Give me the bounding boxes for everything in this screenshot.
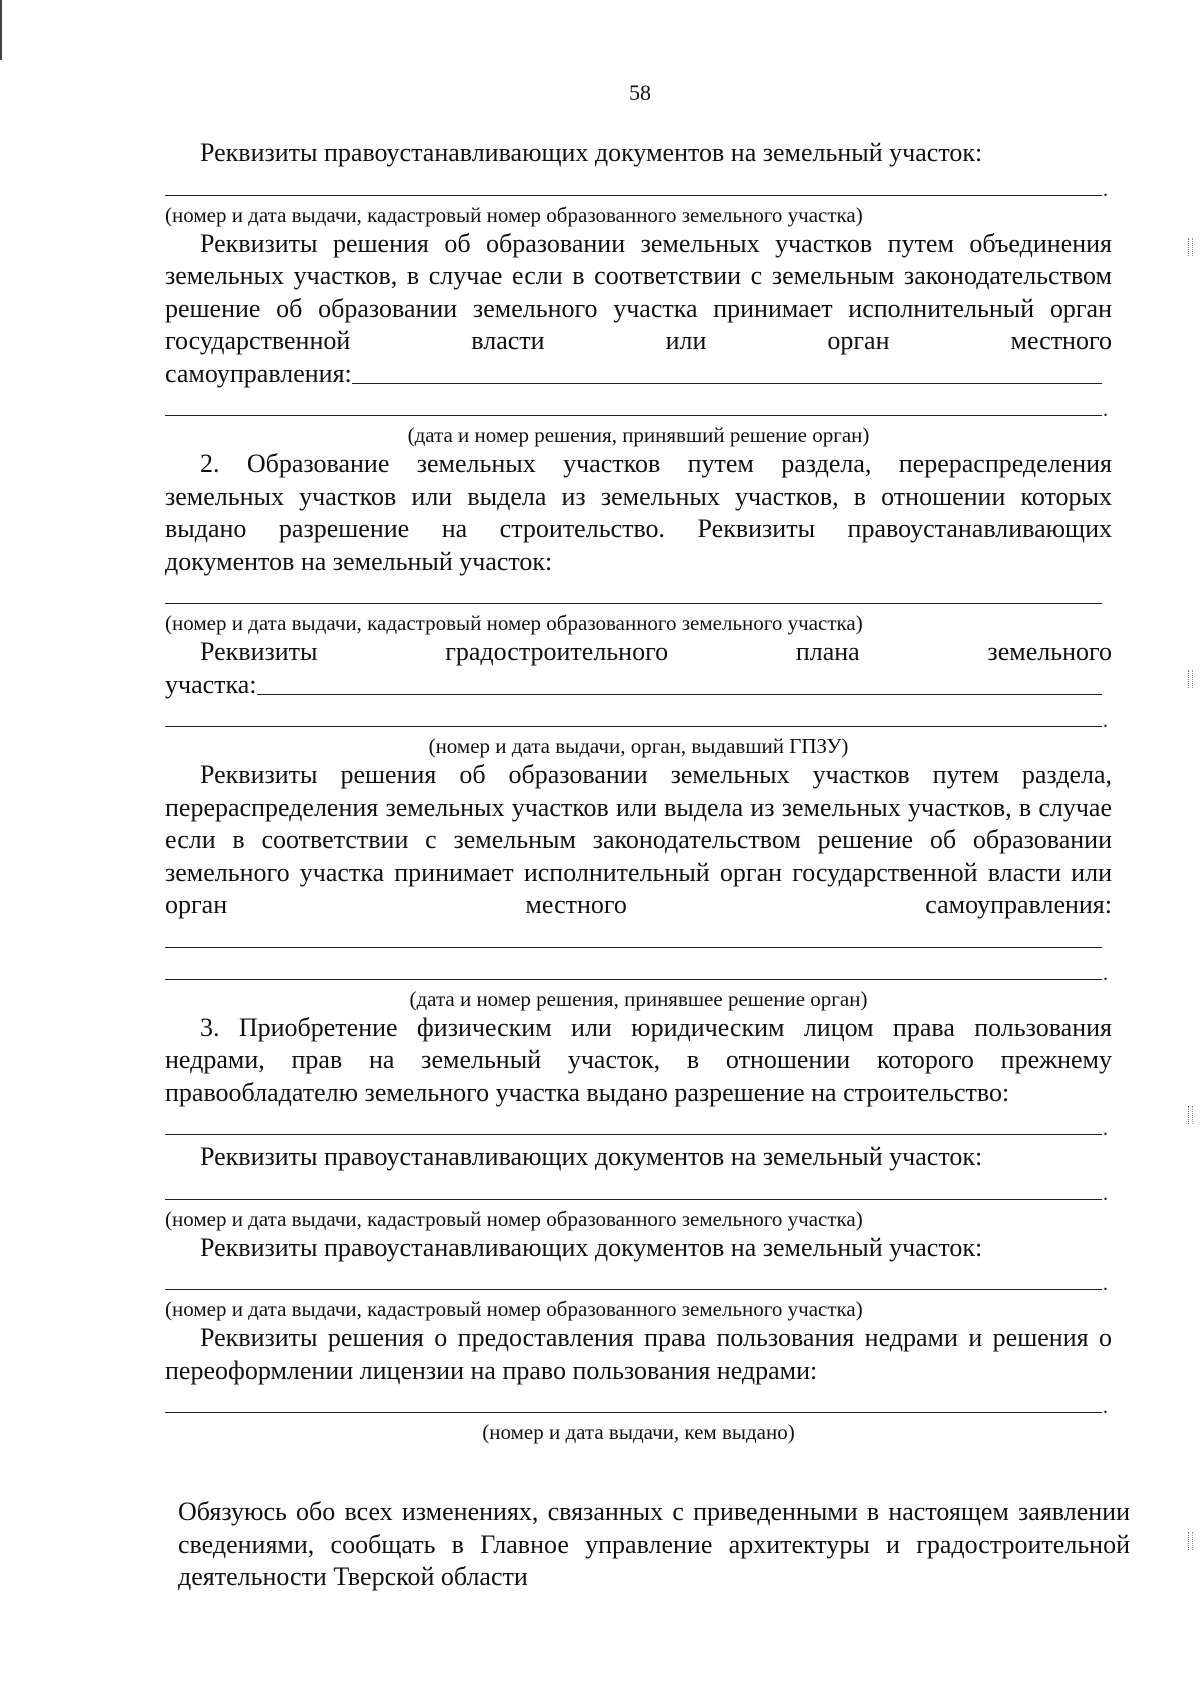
s3-subsoil-field[interactable] xyxy=(165,1109,1112,1141)
scan-speck xyxy=(1188,1106,1193,1124)
s1-decision-text: Реквизиты решения об образовании земельных участков путем объединения земельных участков, в случае если в соответствии с земельным законодательством решение об образовании земельного участка принимает исполнительный орган государственной власти или орган местного xyxy=(165,228,1112,355)
scan-speck xyxy=(1188,670,1193,688)
page-number: 58 xyxy=(629,80,651,105)
line-end-mark: . xyxy=(1103,1182,1108,1205)
scan-speck xyxy=(1188,1532,1193,1550)
line-end-mark: . xyxy=(1103,399,1108,421)
underline xyxy=(165,415,1102,416)
s3-caption-2: (номер и дата выдачи, кадастровый номер образованного земельного участка) xyxy=(165,1297,863,1321)
s1-decision-caption: (дата и номер решения, принявший решение орган) xyxy=(407,423,870,447)
s3-caption-1: (номер и дата выдачи, кадастровый номер образованного земельного участка) xyxy=(165,1206,863,1231)
s2-decision-text: Реквизиты решения об образовании земельных участков путем раздела, перераспределения земельных участков или выдела из земельных участков, в случае если в соответствии с земельным законодательством решение об образовании земельного участка принимает исполнительный орган государственной власти или орган местного самоуправления: xyxy=(165,760,1112,919)
underline xyxy=(165,195,1102,196)
scan-speck xyxy=(1188,238,1193,256)
s1-decision-field-inline[interactable] xyxy=(352,359,1102,384)
underline xyxy=(165,947,1102,948)
scan-edge-mark xyxy=(0,0,2,60)
s2-gpzu-label-line xyxy=(165,669,1112,702)
s1-caption: (номер и дата выдачи, кадастровый номер образованного земельного участка) xyxy=(165,202,863,227)
s3-heading-1: Реквизиты правоустанавливающих документов на земельный участок: xyxy=(200,1142,983,1171)
s3-license-field[interactable] xyxy=(165,1387,1112,1419)
line-end-mark: . xyxy=(1103,710,1108,732)
line-end-mark: . xyxy=(1103,178,1108,201)
s3-license-caption: (номер и дата выдачи, кем выдано) xyxy=(482,1420,795,1444)
s1-decision-label: самоуправления: xyxy=(165,358,352,388)
underline xyxy=(165,1289,1102,1290)
line-end-mark: . xyxy=(1103,1118,1108,1140)
line-end-mark: . xyxy=(1103,1273,1108,1295)
s2-gpzu-caption: (номер и дата выдачи, орган, выдавший ГПЗУ) xyxy=(428,734,849,758)
s2-decision-field-1[interactable] xyxy=(165,922,1112,954)
s3-title-docs-field-1[interactable] xyxy=(165,1174,1112,1206)
line-end-mark: . xyxy=(1103,962,1108,985)
line-end-mark: . xyxy=(1103,1396,1108,1418)
s1-decision-field[interactable] xyxy=(165,390,1112,422)
underline xyxy=(165,1412,1102,1413)
s2-decision-caption: (дата и номер решения, принявшее решение орган) xyxy=(409,986,868,1011)
s2-gpzu-field-inline[interactable] xyxy=(257,670,1102,695)
s3-text: 3. Приобретение физическим или юридическим лицом права пользования недрами, прав на земельный участок, в отношении которого прежнему правообладателю земельного участка выдано разрешение на строительство: xyxy=(165,1012,1112,1107)
underline xyxy=(165,979,1102,980)
closing-statement: Обязуюсь обо всех изменениях, связанных с приведенными в настоящем заявлении сведениями, сообщать в Главное управление архитектуры и градостроительной деятельности Тверской области xyxy=(178,1497,1130,1591)
underline xyxy=(165,726,1102,727)
s3-heading-2: Реквизиты правоустанавливающих документов на земельный участок: xyxy=(200,1232,983,1262)
s2-decision-field-2[interactable] xyxy=(165,954,1112,986)
s2-title-docs-field[interactable] xyxy=(165,578,1112,610)
s2-gpzu-label: участка: xyxy=(165,669,257,699)
s1-title-docs-field[interactable] xyxy=(165,170,1112,202)
s1-decision-label-line xyxy=(165,358,1112,391)
s3-license-text: Реквизиты решения о предоставления права пользования недрами и решения о переоформлении лицензии на право пользования недрами: xyxy=(165,1323,1112,1385)
s3-title-docs-field-2[interactable] xyxy=(165,1264,1112,1296)
underline xyxy=(165,1199,1102,1200)
s2-text: 2. Образование земельных участков путем раздела, перераспределения земельных участков или выдела из земельных участков, в отношении которых выдано разрешение на строительство. Реквизиты правоустанавливающих документов на земельный участок: xyxy=(165,449,1112,576)
form-content xyxy=(165,137,1112,1445)
s2-gpzu-text: Реквизиты градостроительного плана земельного xyxy=(200,637,1112,666)
s1-heading: Реквизиты правоустанавливающих документов на земельный участок: xyxy=(200,138,983,167)
s2-caption: (номер и дата выдачи, кадастровый номер образованного земельного участка) xyxy=(165,611,863,635)
underline xyxy=(165,1134,1102,1135)
s2-gpzu-field[interactable] xyxy=(165,701,1112,733)
underline xyxy=(165,603,1102,604)
